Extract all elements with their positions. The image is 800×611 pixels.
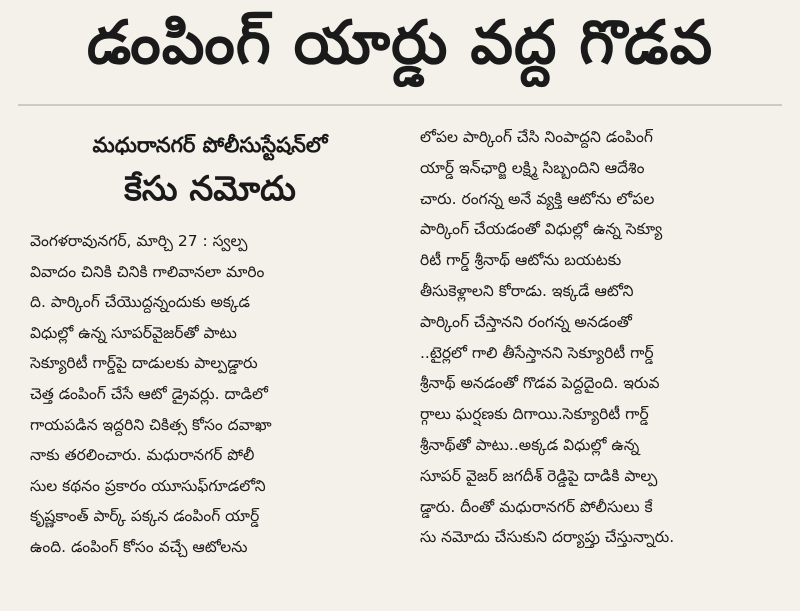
- left-column-line: సుల కథనం ప్రకారం యూసుఫ్‌గూడలోని: [30, 476, 266, 495]
- headline-divider: [18, 104, 782, 106]
- left-column-line: ది. పార్కింగ్ చేయొద్దన్నందుకు అక్కడ: [30, 293, 250, 312]
- left-column-line: వివాదం చినికి చినికి గాలివానలా మారిం: [30, 262, 265, 281]
- right-column-line: సు నమోదు చేసుకుని దర్యాప్తు చేస్తున్నారు.: [420, 528, 675, 547]
- right-column: [420, 122, 780, 553]
- left-column-line: కృష్ణకాంత్ పార్క్ పక్కన డంపింగ్ యార్డ్: [30, 507, 260, 526]
- left-column-line: గాయపడిన ఇద్దరిని చికిత్స కోసం దవాఖా: [30, 415, 272, 434]
- right-column-line: పార్కింగ్ చేయడంతో విధుల్లో ఉన్న సెక్యూ: [420, 220, 663, 239]
- subheading-line-2: కేసు నమోదు: [124, 169, 296, 209]
- right-column-line: తీసుకెళ్లాలని కోరాడు. ఇక్కడే ఆటోని: [420, 281, 634, 300]
- left-column-line: సెక్యూరిటీ గార్డ్‌పై దాడులకు పాల్పడ్డారు: [30, 354, 258, 373]
- right-column-line: రిటీ గార్డ్ శ్రీనాథ్ ఆటోను బయటకు: [420, 251, 622, 270]
- right-column-line: శ్రీనాథ్‌తో పాటు..అక్కడ విధుల్లో ఉన్న: [420, 435, 640, 454]
- right-column-line: చారు. రంగన్న అనే వ్యక్తి ఆటోను లోపల: [420, 189, 655, 208]
- right-column-line: పార్కింగ్ చేస్తానని రంగన్న అనడంతో: [420, 312, 632, 331]
- right-column-line: లోపల పార్కింగ్ చేసి నింపాద్దని డంపింగ్: [420, 128, 653, 146]
- subheading-line-1: మధురానగర్ పోలీసుస్టేషన్‌లో: [92, 133, 328, 157]
- right-column-line: సూపర్ వైజర్ జగదీశ్ రెడ్డిపై దాడికి పాల్ప: [420, 466, 658, 485]
- headline: డంపింగ్ యార్డు వద్ద గొడవ: [86, 8, 714, 78]
- right-column-line: ర్గాలు ఘర్షణకు దిగాయి.సెక్యూరిటీ గార్డ్: [420, 405, 649, 424]
- right-column-line: యార్డ్ ఇన్‌ఛార్జి లక్ష్మి సిబ్బందిని ఆదేశిం: [420, 158, 645, 177]
- left-column-line: ఉంది. డంపింగ్ కోసం వచ్చే ఆటోలను: [30, 537, 248, 556]
- left-column-line: చెత్త డంపింగ్ చేసే ఆటో డ్రైవర్లు. దాడిలో: [30, 384, 269, 403]
- right-column-line: శ్రీనాథ్ అనడంతో గొడవ పెద్దదైంది. ఇరువ: [420, 374, 660, 393]
- left-column-line: విధుల్లో ఉన్న సూపర్‌వైజర్‌తో పాటు: [30, 323, 237, 342]
- right-column-line: డ్డారు. దీంతో మధురానగర్ పోలీసులు కే: [420, 497, 653, 516]
- left-column-line: నాకు తరలించారు. మధురానగర్ పోలీ: [30, 446, 255, 465]
- right-column-line: ..టైర్లలో గాలి తీసేస్తానని సెక్యూరిటీ గార్డ్: [420, 343, 654, 362]
- left-column: [30, 120, 390, 563]
- left-column-line: వెంగళరావునగర్, మార్చి 27 : స్వల్ప: [30, 232, 248, 250]
